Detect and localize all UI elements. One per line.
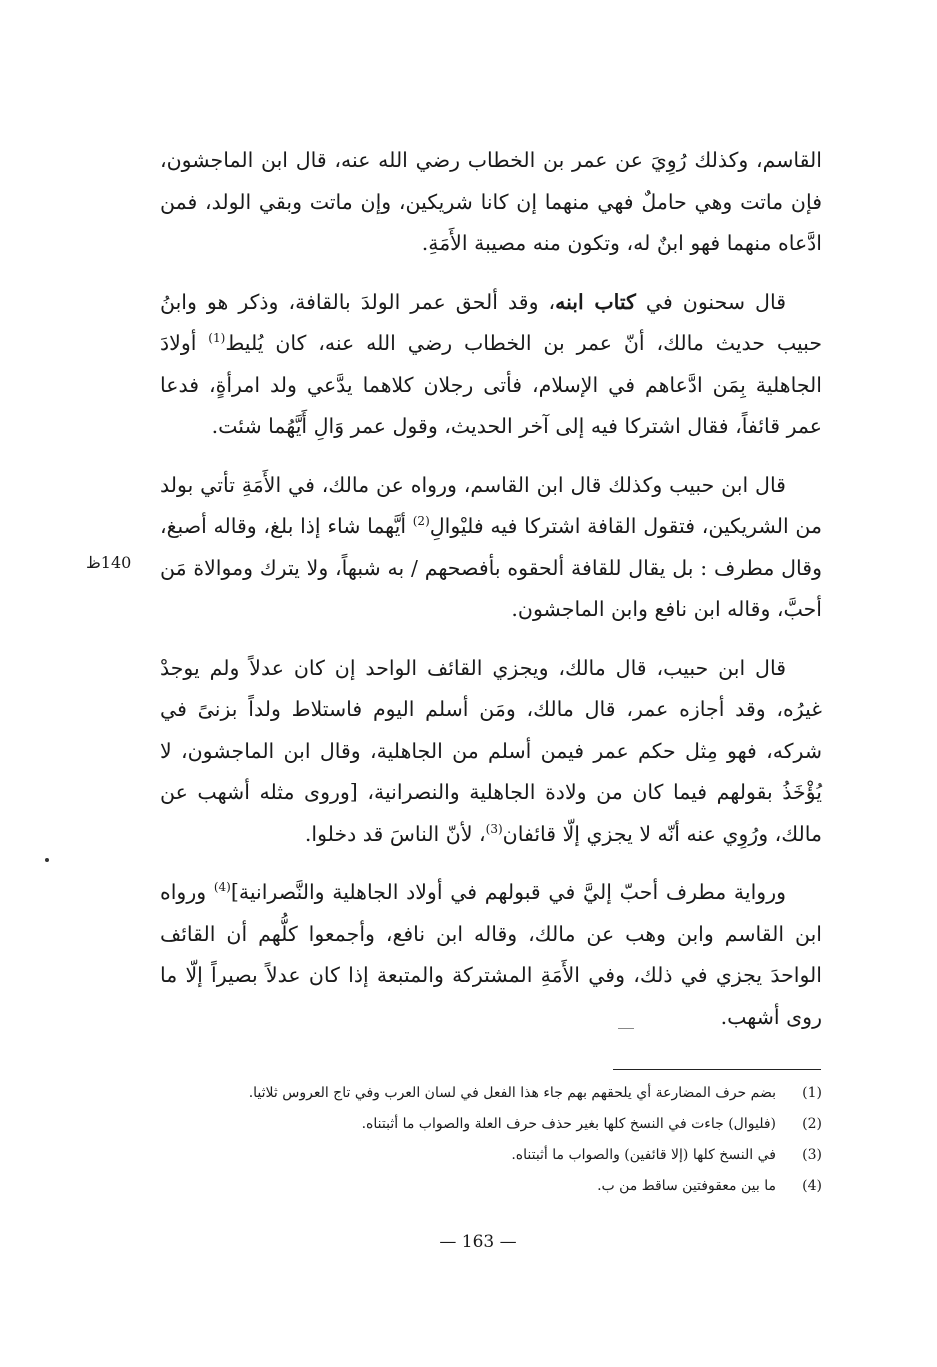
paragraph-4 [160, 648, 822, 856]
paragraph-3 [160, 465, 822, 631]
footnote-1 [160, 1078, 822, 1109]
paragraph-3-text-b: أيَّهما شاء إذا بلغ، وقاله أصبغ، وقال مطرف : بل يقال للقافة ألحقوه بأفصحهم / به شبهاً، ولا يترك وموالاة مَن أحبَّ، وقاله ابن نافع وابن الماجشون. [160, 514, 822, 621]
footnote-text: ما بين معقوفتين ساقط من ب. [597, 1178, 776, 1194]
footnote-number: (1) [802, 1085, 822, 1101]
footnote-ref-1: (1) [208, 331, 226, 346]
paragraph-4-text-b: ، لأنّ الناسَ قد دخلوا. [304, 821, 486, 846]
stray-dash [618, 1028, 634, 1029]
footnote-2 [160, 1109, 822, 1140]
paragraph-5-text-a: ورواية مطرف أحبّ إليَّ في قبولهم في أولاد الجاهلية والنَّصرانية] [230, 880, 786, 904]
footnote-number: (4) [802, 1178, 822, 1194]
paragraph-4-text-a: قال ابن حبيب، قال مالك، ويجزي القائف الواحد إن كان عدلاً ولم يوجدْ غيرُه، وقد أجازه عمر، قال مالك، ومَن أسلم اليوم فاستلاط ولداً بزنىً في شركه، فهو مِثل حكم عمر فيمن أسلم من الجاهلية، وقال ابن الماجشون، لا يُؤْخَذُ بقولهم فيما كان من ولادة الجاهلية والنصرانية، [وروى مثله أشهب عن مالك، ورُوِي عنه أنّه لا يجزي إلّا قائفان [160, 655, 822, 846]
footnote-text: في النسخ كلها (إلا قائفين) والصواب ما أثبتناه. [511, 1147, 776, 1163]
footnote-ref-2: (2) [412, 514, 430, 529]
footnote-number: (3) [802, 1147, 822, 1163]
paragraph-5-text-b: ورواه ابن القاسم وابن وهب عن مالك، وقاله ابن نافع، وأجمعوا كلُّهم أن القائف الواحدَ يجزي في ذلك، وفي الأَمَةِ المشتركة والمتبعة إذا كان عدلاً بصيراً إلّا ما روى أشهب. [160, 880, 822, 1029]
footnote-ref-3: (3) [485, 821, 503, 836]
book-title: كتاب ابنه [555, 289, 636, 314]
footnotes [160, 1078, 822, 1202]
footnote-number: (2) [802, 1116, 822, 1132]
paragraph-3-text-a: قال ابن حبيب وكذلك قال ابن القاسم، ورواه عن مالك، في الأَمَةِ تأتي بولد من الشريكين، فتقول القافة اشتركا فيه فليْوالِ [160, 472, 822, 538]
page-number: — 163 — [439, 1232, 517, 1252]
footnote-text: بضم حرف المضارعة أي يلحقهم بهم جاء هذا الفعل في لسان العرب وفي تاج العروس ثلاثيا. [248, 1085, 776, 1101]
manuscript-folio-note: 140ظ [86, 553, 132, 572]
footnote-ref-4: (4) [213, 880, 231, 895]
footnote-text: (فليوال) جاءت في النسخ كلها بغير حذف حرف العلة والصواب ما أثبتناه. [361, 1116, 776, 1132]
footnote-4 [160, 1171, 822, 1202]
paragraph-2-text-b: ، وقد ألحق عمر الولدَ بالقافة، وذكر هو وابنُ حبيب حديث مالك، أنّ عمر بن الخطاب رضي الله عنه، كان يُليط [160, 289, 822, 355]
paragraph-2 [160, 282, 822, 448]
main-text [160, 140, 822, 1055]
footnote-3 [160, 1140, 822, 1171]
paragraph-5 [160, 872, 822, 1038]
paragraph-2-text-a: قال سحنون في [635, 289, 786, 314]
paragraph-2-text-c: أولادَ الجاهلية بِمَن ادَّعاهم في الإسلام، فأتى رجلان كلاهما يدَّعي ولد امرأةٍ، فدعا عمر قائفاً، فقال اشتركا فيه إلى آخر الحديث، وقول عمر وَالِ أَيَّهُما شئت. [160, 331, 822, 438]
paragraph-1 [160, 140, 822, 265]
footnote-separator [613, 1069, 821, 1070]
paragraph-1-text: القاسم، وكذلك رُوِيَ عن عمر بن الخطاب رضي الله عنه، قال ابن الماجشون، فإن ماتت وهي حاملٌ فهي منهما إن كانا شريكين، وإن ماتت وبقي الولد، فمن ادَّعاه منهما فهو ابنٌ له، وتكون منه مصيبة الأَمَةِ. [160, 148, 822, 255]
stray-mark [45, 858, 49, 862]
